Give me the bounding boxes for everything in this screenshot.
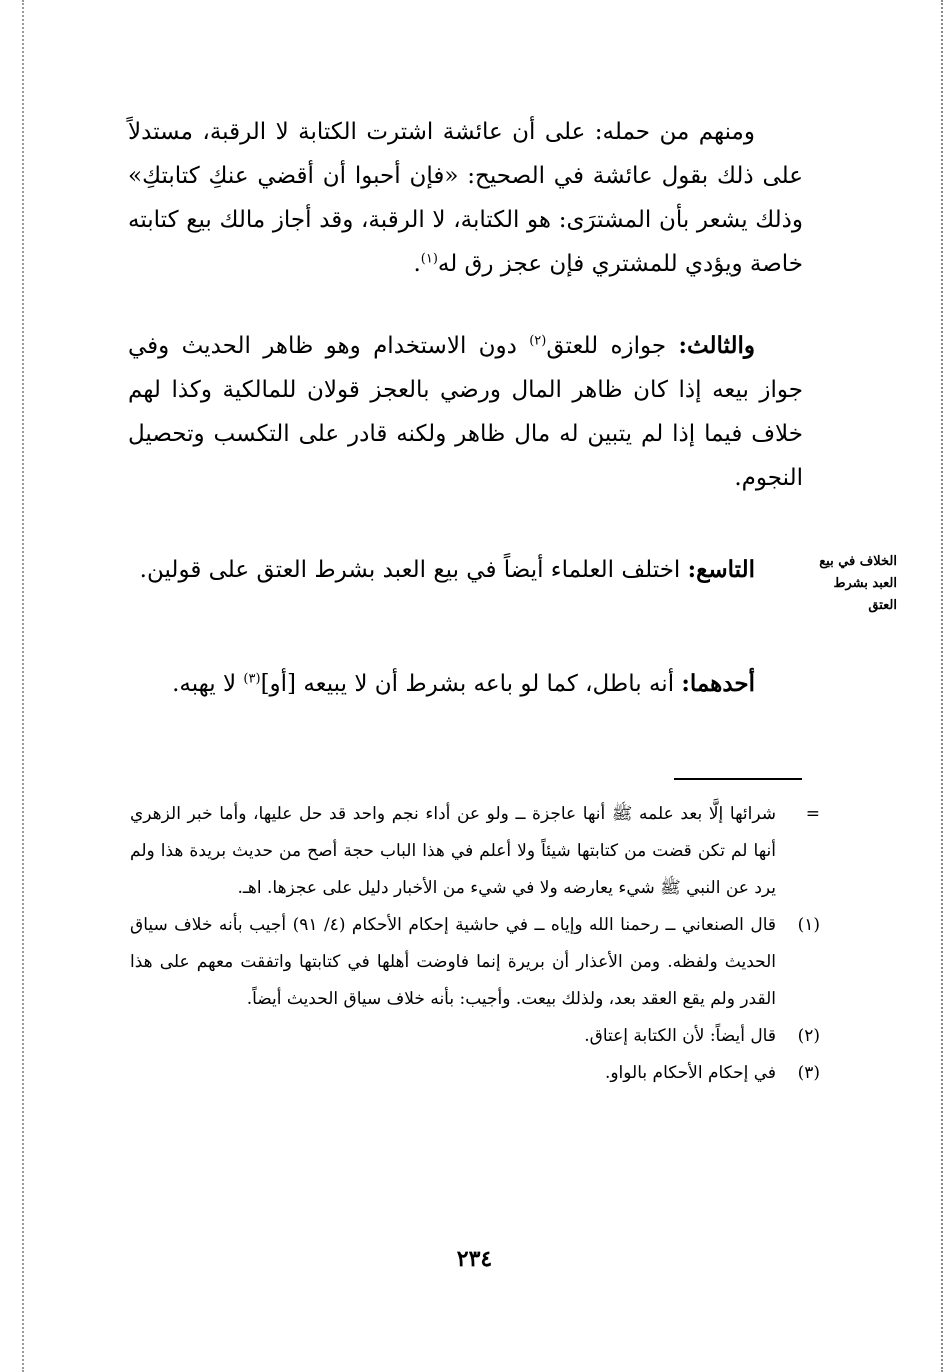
footnote-separator bbox=[674, 778, 802, 780]
paragraph-4-text-a: أنه باطل، كما لو باعه بشرط أن لا يبيعه [أو] bbox=[260, 671, 682, 697]
paragraph-2-lead: والثالث: bbox=[678, 332, 755, 359]
footnote-continuation-marker: = bbox=[805, 804, 820, 824]
footnote-2-marker: (٢) bbox=[797, 1026, 820, 1046]
paragraph-2 bbox=[128, 324, 803, 500]
paragraph-4-text-b: لا يهبه. bbox=[172, 671, 244, 697]
paragraph-1-text: ومنهم من حمله: على أن عائشة اشترت الكتابة لا الرقبة، مستدلاً على ذلك بقول عائشة في الصحيح: «فإن أحبوا أن أقضي عنكِ كتابتكِ» وذلك يشعر بأن المشترَى: هو الكتابة، لا الرقبة، وقد أجاز مالك بيع كتابته خاصة ويؤدي للمشتري فإن عجز رق له bbox=[128, 119, 803, 277]
footnote-2 bbox=[130, 1018, 820, 1055]
footnote-1-text: قال الصنعاني ــ رحمنا الله وإياه ــ في حاشية إحكام الأحكام (٤/ ٩١) أجيب بأنه خلاف سياق الحديث ولفظه. ومن الأعذار أن بريرة إنما فاوضت أهلها في كتابتها واتفقت معهم على هذا القدر ولم يقع العقد بعد، ولذلك بيعت. وأجيب: بأنه خلاف سياق الحديث أيضاً. bbox=[130, 915, 777, 1009]
footnote-2-text: قال أيضاً: لأن الكتابة إعتاق. bbox=[584, 1026, 776, 1046]
margin-note-line-2: العبد بشرط bbox=[833, 576, 897, 591]
footnote-3-text: في إحكام الأحكام بالواو. bbox=[604, 1063, 776, 1083]
footnotes-section bbox=[130, 796, 820, 1092]
page-edge-left bbox=[22, 0, 24, 1372]
margin-note-line-3: العتق bbox=[868, 598, 897, 613]
paragraph-3-text: اختلف العلماء أيضاً في بيع العبد بشرط العتق على قولين. bbox=[139, 557, 688, 583]
paragraph-2-text-b: دون الاستخدام وهو ظاهر الحديث وفي جواز بيعه إذا كان ظاهر المال ورضي بالعجز قولان للمالكية وكذا لهم خلاف فيما إذا لم يتبين له مال ظاهر ولكنه قادر على التكسب وتحصيل النجوم. bbox=[128, 333, 803, 491]
page-edge-right bbox=[941, 0, 943, 1372]
paragraph-1-end: . bbox=[413, 251, 421, 277]
footnote-1 bbox=[130, 907, 820, 1018]
footnote-1-marker: (١) bbox=[797, 915, 820, 935]
paragraph-4-lead: أحدهما: bbox=[681, 670, 755, 697]
footnote-ref-2: (٢) bbox=[529, 333, 547, 349]
page-number: ٢٣٤ bbox=[456, 1246, 493, 1272]
paragraph-3 bbox=[128, 548, 803, 592]
footnote-ref-3: (٣) bbox=[243, 671, 261, 687]
footnote-continuation bbox=[130, 796, 820, 907]
footnote-continuation-text: شرائها إلَّا بعد علمه ﷺ أنها عاجزة ــ ولو عن أداء نجم واحد قد حل عليها، وأما خبر الزهري أنها لم تكن قضت من كتابتها شيئاً ولا أعلم في هذا الباب حجة أصح من حديث بريدة هذا ولم يرد عن النبي ﷺ شيء يعارضه ولا في شيء من الأخبار دليل على عجزها. اهـ. bbox=[130, 804, 776, 898]
margin-note-line-1: الخلاف في بيع bbox=[819, 554, 897, 569]
paragraph-2-text-a: جوازه للعتق bbox=[546, 333, 679, 359]
paragraph-1 bbox=[128, 110, 803, 286]
margin-note bbox=[802, 551, 897, 617]
footnote-3-marker: (٣) bbox=[797, 1063, 820, 1083]
paragraph-3-lead: التاسع: bbox=[687, 556, 755, 583]
footnote-ref-1: (١) bbox=[420, 251, 438, 267]
paragraph-4 bbox=[128, 662, 803, 706]
footnote-3 bbox=[130, 1055, 820, 1092]
